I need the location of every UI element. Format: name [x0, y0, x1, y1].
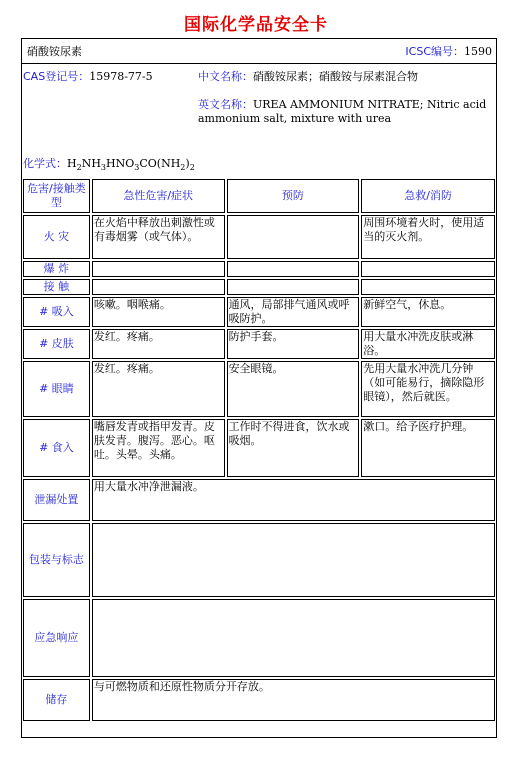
row-type-ingestion: # 食入: [23, 419, 90, 477]
section-row: [23, 523, 495, 597]
row-firstaid: [361, 261, 495, 277]
table-row: [23, 215, 495, 259]
row-prevention: [227, 215, 360, 259]
row-type-fire: 火 灾: [23, 215, 90, 259]
row-type-skin: # 皮肤: [23, 329, 90, 359]
row-firstaid: 先用大量水冲洗几分钟（如可能易行，摘除隐形眼镜），然后就医。: [361, 361, 495, 417]
row-type-contact: 接 触: [23, 279, 90, 295]
table-header-row: [23, 179, 495, 213]
row-symptoms: [92, 261, 225, 277]
table-row: [23, 279, 495, 295]
section-text-spill: 用大量水冲净泄漏液。: [92, 479, 495, 521]
row-firstaid: 用大量水冲洗皮肤或淋浴。: [361, 329, 495, 359]
row-symptoms: 发红。疼痛。: [92, 329, 225, 359]
table-row: [23, 419, 495, 477]
cas-line: [23, 70, 153, 84]
chemical-formula: $H_2NH_3HNO_3CO(NH_2)_2$: [67, 157, 195, 172]
icsc-number: 1590: [464, 45, 492, 58]
card-title: 国际化学品安全卡: [184, 15, 328, 35]
row-prevention: [227, 279, 360, 295]
row-symptoms: 咳嗽。咽喉痛。: [92, 297, 225, 327]
header-prevention: 预防: [227, 179, 360, 213]
row-type-inhalation: # 吸入: [23, 297, 90, 327]
row-type-explosion: 爆 炸: [23, 261, 90, 277]
cn-name-line: [198, 70, 488, 84]
row-type-eyes: # 眼睛: [23, 361, 90, 417]
row-firstaid: 周围环境着火时，使用适当的灭火剂。: [361, 215, 495, 259]
row-prevention: [227, 261, 360, 277]
en-name-line: [198, 98, 488, 126]
row-prevention: 通风，局部排气通风或呼吸防护。: [227, 297, 360, 327]
section-text-packaging: [92, 523, 495, 597]
chemical-name: 硝酸铵尿素: [27, 45, 82, 58]
row-firstaid: 漱口。给予医疗护理。: [361, 419, 495, 477]
section-text-storage: 与可燃物质和还原性物质分开存放。: [92, 679, 495, 721]
hazard-table: [21, 177, 497, 723]
section-row: [23, 479, 495, 521]
section-text-emergency: [92, 599, 495, 677]
cn-name-label: 中文名称：: [198, 70, 253, 83]
header-firstaid: 急救/消防: [361, 179, 495, 213]
formula-label: 化学式：: [23, 157, 67, 170]
row-symptoms: 发红。疼痛。: [92, 361, 225, 417]
icsc-label: ICSC编号：: [405, 45, 464, 58]
cas-number: 15978-77-5: [89, 70, 153, 83]
section-row: [23, 599, 495, 677]
table-row: [23, 329, 495, 359]
row-prevention: 工作时不得进食，饮水或吸烟。: [227, 419, 360, 477]
header-type: 危害/接触类型: [23, 179, 90, 213]
row-firstaid: [361, 279, 495, 295]
table-row: [23, 297, 495, 327]
section-label-spill: 泄漏处置: [23, 479, 90, 521]
row-symptoms: [92, 279, 225, 295]
en-name-label: 英文名称：: [198, 98, 253, 111]
row-prevention: 防护手套。: [227, 329, 360, 359]
formula-line: [23, 157, 195, 171]
row-firstaid: 新鲜空气，休息。: [361, 297, 495, 327]
table-row: [23, 261, 495, 277]
cn-name-value: 硝酸铵尿素；硝酸铵与尿素混合物: [253, 70, 418, 83]
divider: [21, 63, 497, 64]
row-symptoms: 嘴唇发青或指甲发青。皮肤发青。腹泻。恶心。呕吐。头晕。头痛。: [92, 419, 225, 477]
row-prevention: 安全眼镜。: [227, 361, 360, 417]
section-label-storage: 储存: [23, 679, 90, 721]
section-label-packaging: 包装与标志: [23, 523, 90, 597]
icsc-number-line: [405, 45, 492, 59]
section-row: [23, 679, 495, 721]
cas-label: CAS登记号：: [23, 70, 90, 83]
en-name-value: UREA AMMONIUM NITRATE; Nitric acid ammonium salt, mixture with urea: [198, 98, 487, 125]
section-label-emergency: 应急响应: [23, 599, 90, 677]
row-symptoms: 在火焰中释放出刺激性或有毒烟雾（或气体）。: [92, 215, 225, 259]
table-row: [23, 361, 495, 417]
header-symptoms: 急性危害/症状: [92, 179, 225, 213]
